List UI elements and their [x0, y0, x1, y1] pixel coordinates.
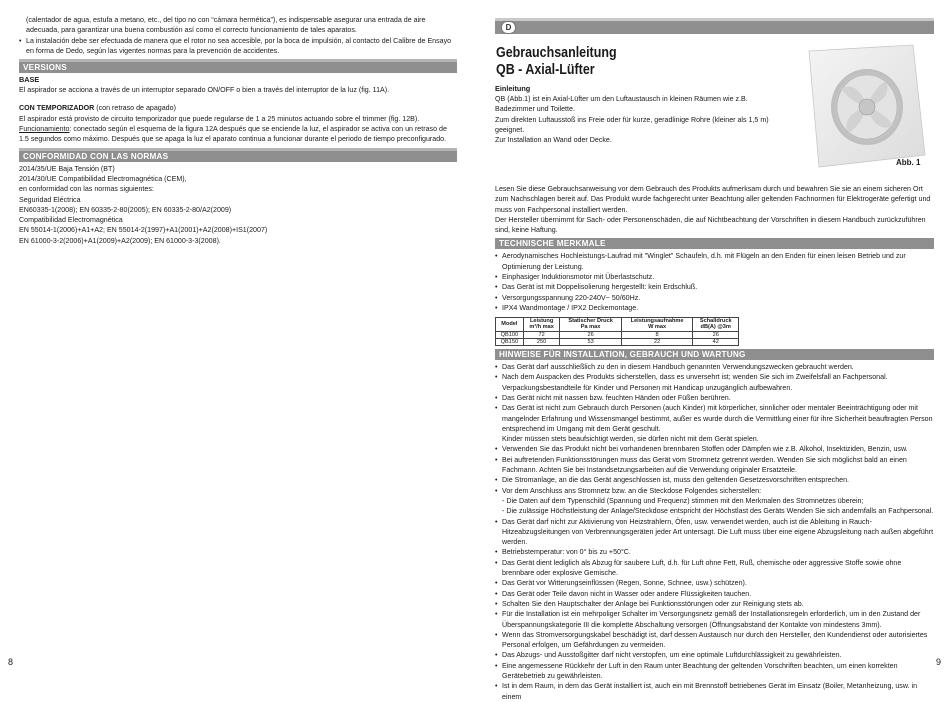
conformity-line: Seguridad Eléctrica	[19, 195, 81, 204]
paragraph: (calentador de agua, estufa a metano, etc., del tipo no con “cámara hermética”), es indispensable asegurar una entrada de aire adecuada, para garantizar una buena combustión así como el correcto funcionamiento de tales aparatos.	[26, 16, 426, 35]
spec-header-unit: Pa max	[580, 324, 601, 331]
function-label: Funcionamiento	[19, 125, 70, 134]
intro-line: Zur Installation an Wand oder Decke.	[495, 136, 612, 145]
install-item: • Nach dem Auspacken des Produkts sicherstellen, dass es unversehrt ist; wenden Sie sich im Zweifelsfall an Fachpersonal. Verpackungsbestandteile für Kinder und Personen mit Handicap unzugänglich aufbewahren.	[495, 372, 934, 393]
spec-header-line: Model	[501, 321, 518, 328]
spec-header-unit: m³/h max	[529, 324, 554, 331]
doc-title: Gebrauchsanleitung	[496, 45, 617, 61]
install-item: • Das Abzugs- und Ausstoßgitter darf nicht verstopfen, um eine optimale Luftdurchlässigkeit zu gewährleisten.	[495, 650, 934, 660]
table-cell: 42	[693, 338, 739, 345]
spec-column-header	[560, 318, 621, 331]
intro-section	[495, 78, 934, 184]
spec-header-line: Schalldruck	[699, 318, 732, 325]
install-list	[495, 362, 934, 702]
install-item: • Betriebstemperatur: von 0° bis zu +50°C.	[495, 547, 934, 557]
tech-bullet: • IPX4 Wandmontage / IPX2 Deckemontage.	[495, 303, 934, 313]
install-item: - Die zulässige Höchstleistung der Anlage/Steckdose entspricht der Höchstlast des Geräts Wenden Sie sich andernfalls an Fachpersonal.	[502, 507, 934, 516]
install-item: • Das Gerät nicht mit nassen bzw. feuchten Händen oder Füßen berühren.	[495, 393, 934, 403]
left-intro	[19, 15, 457, 56]
table-row	[496, 331, 739, 338]
spec-column-header	[496, 318, 524, 331]
table-cell: 22	[621, 338, 693, 345]
spec-header-unit: W max	[648, 324, 667, 331]
figure-label: Abb. 1	[896, 158, 921, 167]
intro-title: Einleitung	[495, 84, 531, 93]
spec-table	[495, 317, 739, 346]
table-cell: 53	[560, 338, 621, 345]
intro-line: QB (Abb.1) ist ein Axial-Lüfter um den Luftaustausch in kleinen Räumen wie z.B. Badezimmer und Toilette.	[495, 95, 748, 114]
install-item: - Die Daten auf dem Typenschild (Spannung und Frequenz) stimmen mit den Merkmalen des Stromnetzes überein;	[502, 496, 864, 505]
tech-heading: TECHNISCHE MERKMALE	[495, 238, 934, 249]
table-cell: QB150	[496, 338, 524, 345]
install-item: • Bei auftretenden Funktionsstörungen muss das Gerät vom Stromnetz getrennt werden. Wenden Sie sich möglichst bald an einen Fachmann. Achten Sie bei Instandsetzungsarbeiten auf die Verwendung originaler Ersatzteile.	[495, 455, 934, 476]
install-item: • Für die Installation ist ein mehrpoliger Schalter im Versorgungsnetz gemäß der Installationsregeln erforderlich, um in den Zustand der Überspannungskategorie III die komplette Abschaltung versorgen (Öffnungsabstand der Kontakte von mindestens 3mm).	[495, 609, 934, 630]
page-number-right: 9	[936, 657, 942, 667]
spec-column-header	[621, 318, 693, 331]
function-text	[19, 124, 457, 145]
conformity-heading: CONFORMIDAD CON LAS NORMAS	[19, 148, 457, 162]
notice-text	[495, 184, 934, 235]
timer-text: El aspirador está provisto de circuito temporizador que puede regularse de 1 a 25 minutos actuando sobre el trimmer (fig. 12B).	[19, 114, 420, 123]
install-item: • Schalten Sie den Hauptschalter der Anlage bei Funktionsstörungen oder zur Reinigung stets ab.	[495, 599, 934, 609]
base-title: BASE	[19, 75, 40, 85]
spec-table-header	[496, 318, 739, 331]
install-item: • Das Gerät oder Teile davon nicht in Wasser oder andere Flüssigkeiten tauchen.	[495, 589, 934, 599]
fan-illustration	[791, 43, 931, 173]
install-item: • Wenn das Stromversorgungskabel beschädigt ist, darf dessen Austausch nur durch den Hersteller, den Kundendienst oder autorisiertes Personal erfolgen, um Gefährdungen zu vermeiden.	[495, 630, 934, 651]
page-number-left: 8	[8, 657, 14, 667]
table-row	[496, 338, 739, 345]
conformity-line: 2014/30/UE Compatibilidad Electromagnética (CEM),	[19, 174, 187, 183]
install-item: Kinder müssen stets beaufsichtigt werden, sie dürfen nicht mit dem Gerät spielen.	[502, 435, 759, 444]
versions-heading: VERSIONS	[19, 59, 457, 73]
table-cell: 8	[621, 331, 693, 338]
language-badge: D	[501, 21, 516, 34]
table-cell: 26	[693, 331, 739, 338]
conformity-line: en conformidad con las normas siguientes:	[19, 185, 154, 194]
notice-paragraph: Der Hersteller übernimmt für Sach- oder Personenschäden, die auf Nichtbeachtung der Vorschriften in diesem Handbuch zurückzuführen sind, keine Haftung.	[495, 215, 926, 235]
install-item: • Das Gerät vor Witterungseinflüssen (Regen, Sonne, Schnee, usw.) schützen).	[495, 578, 934, 588]
install-item: • Verwenden Sie das Produkt nicht bei vorhandenen brennbaren Stoffen oder Dämpfen wie z.B. Alkohol, Insektiziden, Benzin, usw.	[495, 444, 934, 454]
install-item: • Das Gerät darf nicht zur Aktivierung von Heizstrahlern, Öfen, usw. verwendet werden, auch ist die Ableitung in Rauch-Hitzeabzugsleitungen von Verbrennungsgeräten jeder Art untersagt. Die Luft muss über eine eigene Abzugsleitung nach außen abgeführt werden.	[495, 517, 934, 548]
tech-bullet: • Versorgungsspannung 220-240V~ 50/60Hz.	[495, 293, 934, 303]
tech-bullet: • Einphasiger Induktionsmotor mit Überlastschutz.	[495, 272, 934, 282]
base-text: El aspirador se acciona a través de un interruptor separado ON/OFF o bien a través del interruptor de la luz (fig. 11A).	[19, 86, 390, 95]
tech-bullet: • Aerodynamisches Hochleistungs-Laufrad mit "Winglet" Schaufeln, d.h. mit Flügeln an den Enden für einen leisen Betrieb und zur Optimierung der Leistung.	[495, 251, 934, 272]
spec-header-unit: dB(A) @3m	[700, 324, 731, 331]
tech-bullet: • Das Gerät ist mit Doppelisolierung hergestellt: kein Erdschluß.	[495, 282, 934, 292]
table-cell: QB100	[496, 331, 524, 338]
conformity-list	[19, 164, 457, 246]
install-item: • Das Gerät dient lediglich als Abzug für saubere Luft, d.h. für Luft ohne Fett, Ruß, chemische oder aggressive Stoffe sowie ohne brennbare oder explosive Gemische.	[495, 558, 934, 579]
install-item: • Das Gerät darf ausschließlich zu den in diesem Handbuch genannten Verwendungszwecken gebraucht werden.	[495, 362, 934, 372]
table-cell: 250	[523, 338, 560, 345]
left-page	[0, 0, 475, 674]
conformity-line: Compatibilidad Electromagnética	[19, 216, 123, 225]
tech-bullets	[495, 251, 934, 313]
spec-table-body	[496, 331, 739, 345]
doc-subtitle: QB - Axial-Lüfter	[496, 62, 595, 78]
install-heading: HINWEISE FÜR INSTALLATION, GEBRAUCH UND WARTUNG	[495, 349, 934, 360]
install-item: • Eine angemessene Rückkehr der Luft in den Raum unter Beachtung der geltenden Vorschriften beachten, um einen korrekten Gerätebetrieb zu gewährleisten.	[495, 661, 934, 682]
notice-paragraph: Lesen Sie diese Gebrauchsanweisung vor dem Gebrauch des Produkts aufmerksam durch und bewahren Sie sie an einem sicheren Ort zum Nachschlagen bereit auf. Das Produkt wurde fachgerecht unter Beachtung aller geltenden Fachnormen für Elektrogeräte gefertigt und muss von Fachpersonal installiert werden.	[495, 185, 931, 214]
timer-heading	[19, 103, 457, 113]
conformity-line: 2014/35/UE Baja Tensión (BT)	[19, 164, 115, 173]
spec-header-line: Leistungsaufnahme	[630, 318, 684, 325]
conformity-line: EN 55014-1(2006)+A1+A2; EN 55014-2(1997)+A1(2001)+A2(2008)+IS1(2007)	[19, 226, 268, 235]
timer-sub: (con retraso de apagado)	[96, 104, 176, 113]
language-bar	[495, 18, 934, 34]
paragraph: • La instalación debe ser efectuada de manera que el rotor no sea accesible, por la boca de impulsión, al contacto del Calibre de Ensayo en forma de Dedo, según las vigentes normas para la prevención de accidentes.	[19, 36, 457, 57]
conformity-line: EN 61000-3-2(2006)+A1(2009)+A2(2009); EN 61000-3-3(2008).	[19, 236, 221, 245]
spec-column-header	[693, 318, 739, 331]
function-desc: : conectado según el esquema de la figura 12A después que se enciende la luz, el aspirador se activa con un retraso de 1.5 segundos como máximo. Después que se apaga la luz el aparato continua a funcionar durante el periodo de tiempo preconfigurado.	[19, 125, 447, 144]
table-cell: 72	[523, 331, 560, 338]
table-cell: 26	[560, 331, 621, 338]
timer-title: CON TEMPORIZADOR	[19, 104, 95, 113]
spec-header-line: Leistung	[529, 318, 554, 325]
intro-line: Zum direkten Luftausstoß ins Freie oder für kurze, geradlinige Rohre (kleiner als 1,5 m) geeignet.	[495, 115, 769, 134]
conformity-line: EN60335-1(2008); EN 60335-2-80(2005); EN 60335-2-80/A2(2009)	[19, 205, 232, 214]
install-item: • Das Gerät ist nicht zum Gebrauch durch Personen (auch Kinder) mit körperlicher, sinnlicher oder mentaler Beeinträchtigung oder mit mangelnder Erfahrung und Wissensmangel bestimmt, außer es wurde durch die Vermittlung einer für ihre Sicherheit beauftragten Person entsprechend im Umgang mit dem Gerät geschult.	[495, 403, 934, 434]
right-page	[475, 0, 950, 701]
spec-column-header	[523, 318, 560, 331]
spec-header-line: Statischer Druck	[568, 318, 613, 325]
intro-lines	[495, 94, 780, 145]
install-item: • Ist in dem Raum, in dem das Gerät installiert ist, auch ein mit Brennstoff betriebenes Gerät im Einsatz (Boiler, Metanheizung, usw. in einem	[495, 681, 934, 702]
install-item: • Die Stromanlage, an die das Gerät angeschlossen ist, muss den geltenden Gesetzesvorschriften entsprechen.	[495, 475, 934, 485]
install-item: • Vor dem Anschluss ans Stromnetz bzw. an die Steckdose Folgendes sicherstellen:	[495, 486, 934, 496]
